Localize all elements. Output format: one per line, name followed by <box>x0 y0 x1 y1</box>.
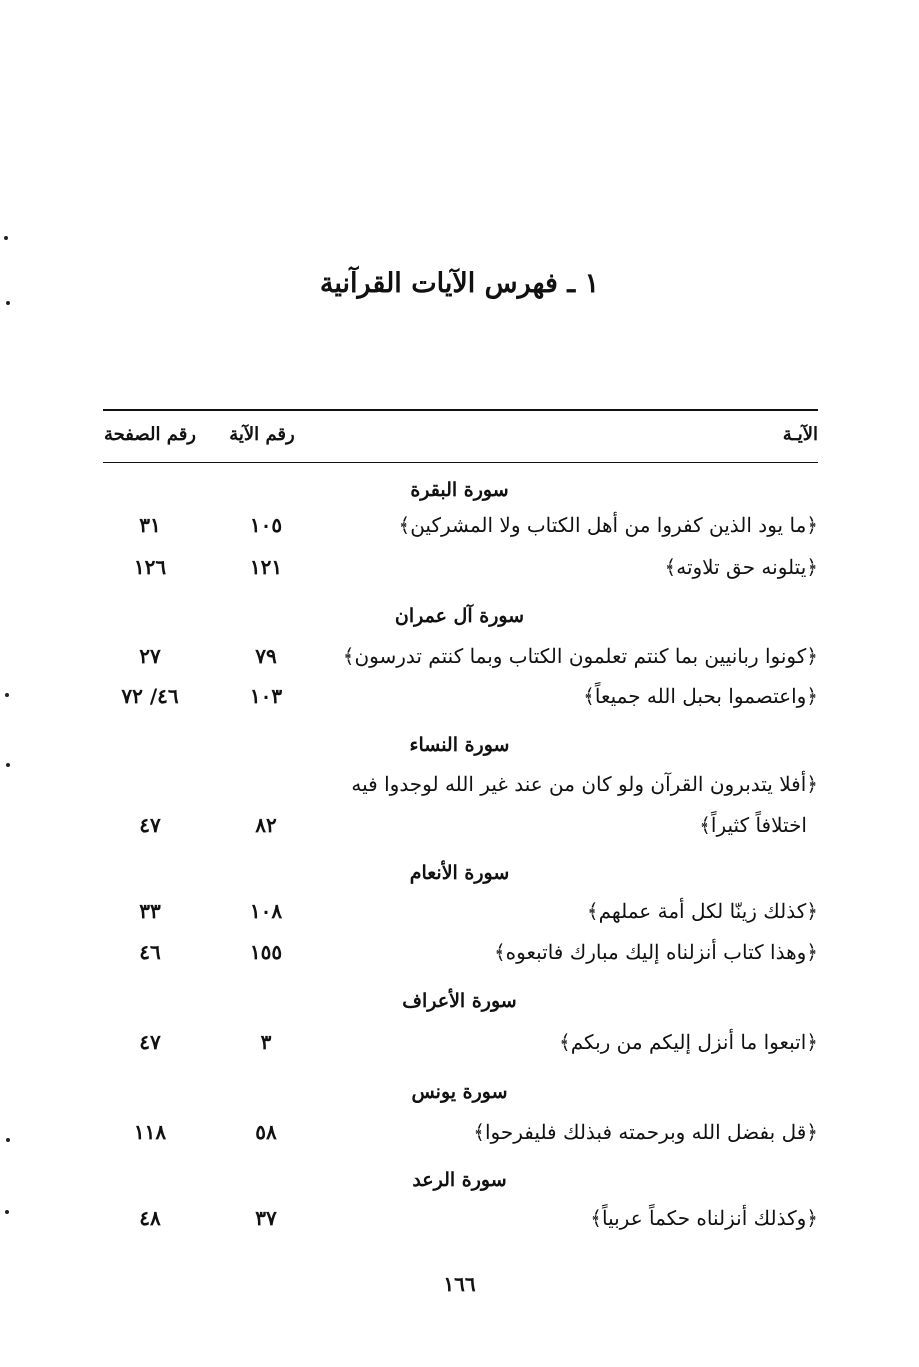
page-reference: ٤٦ <box>139 940 161 964</box>
page-reference: ٢٧ <box>139 644 161 668</box>
ayah-text: ﴿أفلا يتدبرون القرآن ولو كان من عند غير الله لوجدوا فيه <box>351 772 818 796</box>
scan-speck <box>6 1138 10 1142</box>
ayah-number: ١٠٣ <box>249 684 283 708</box>
surah-heading: سورة الرعد <box>412 1169 507 1191</box>
ayah-number: ٧٩ <box>255 644 277 668</box>
page-reference: ٤٦/ ٧٢ <box>121 684 179 708</box>
ayah-number: ١٠٥ <box>249 513 283 537</box>
surah-heading: سورة يونس <box>411 1081 508 1103</box>
ayah-number: ١٢١ <box>249 555 283 579</box>
ayah-text: ﴿ما يود الذين كفروا من أهل الكتاب ولا المشركين﴾ <box>398 513 818 537</box>
header-top-rule <box>103 409 818 411</box>
ayah-number: ٥٨ <box>255 1120 277 1144</box>
header-ayah: الآيـة <box>782 424 818 445</box>
surah-heading: سورة الأنعام <box>409 862 510 884</box>
header-ayah-number: رقم الآية <box>229 424 295 445</box>
ayah-number: ١٠٨ <box>249 899 283 923</box>
ayah-number: ٣٧ <box>255 1206 277 1230</box>
scan-speck <box>5 693 9 697</box>
page-reference: ٤٧ <box>139 1030 161 1054</box>
ayah-text: ﴿وهذا كتاب أنزلناه إليك مبارك فاتبعوه﴾ <box>493 940 818 964</box>
page-number: ١٦٦ <box>443 1272 476 1296</box>
header-page-number: رقم الصفحة <box>103 424 196 445</box>
ayah-text: ﴿كذلك زينّا لكل أمة عملهم﴾ <box>586 899 818 923</box>
ayah-text: ﴿كونوا ربانيين بما كنتم تعلمون الكتاب وبما كنتم تدرسون﴾ <box>342 644 818 668</box>
ayah-number: ١٥٥ <box>249 940 283 964</box>
index-title: ١ ـ فهرس الآيات القرآنية <box>319 268 600 299</box>
page-reference: ٤٧ <box>139 813 161 837</box>
page-reference: ٤٨ <box>139 1206 161 1230</box>
scan-speck <box>4 236 8 240</box>
page-reference: ٣٣ <box>139 899 161 923</box>
ayah-text: ﴿واعتصموا بحبل الله جميعاً﴾ <box>583 684 818 708</box>
ayah-text: ﴿يتلونه حق تلاوته﴾ <box>664 555 818 579</box>
ayah-number: ٣ <box>260 1030 272 1054</box>
scan-speck <box>6 301 10 305</box>
page-reference: ٣١ <box>139 513 161 537</box>
scan-speck <box>6 763 10 767</box>
ayah-text-continuation: اختلافاً كثيراً﴾ <box>699 813 807 837</box>
header-bottom-rule <box>103 462 818 463</box>
surah-heading: سورة الأعراف <box>402 990 517 1012</box>
ayah-number: ٨٢ <box>255 813 277 837</box>
ayah-text: ﴿قل بفضل الله وبرحمته فبذلك فليفرحوا﴾ <box>473 1120 818 1144</box>
ayah-text: ﴿اتبعوا ما أنزل إليكم من ربكم﴾ <box>559 1030 818 1054</box>
surah-heading: سورة البقرة <box>410 479 509 501</box>
page-reference: ١١٨ <box>133 1120 167 1144</box>
scan-speck <box>5 1210 9 1214</box>
surah-heading: سورة النساء <box>409 734 510 756</box>
ayah-text: ﴿وكذلك أنزلناه حكماً عربياً﴾ <box>590 1206 818 1230</box>
page-reference: ١٢٦ <box>133 555 167 579</box>
surah-heading: سورة آل عمران <box>394 605 525 627</box>
